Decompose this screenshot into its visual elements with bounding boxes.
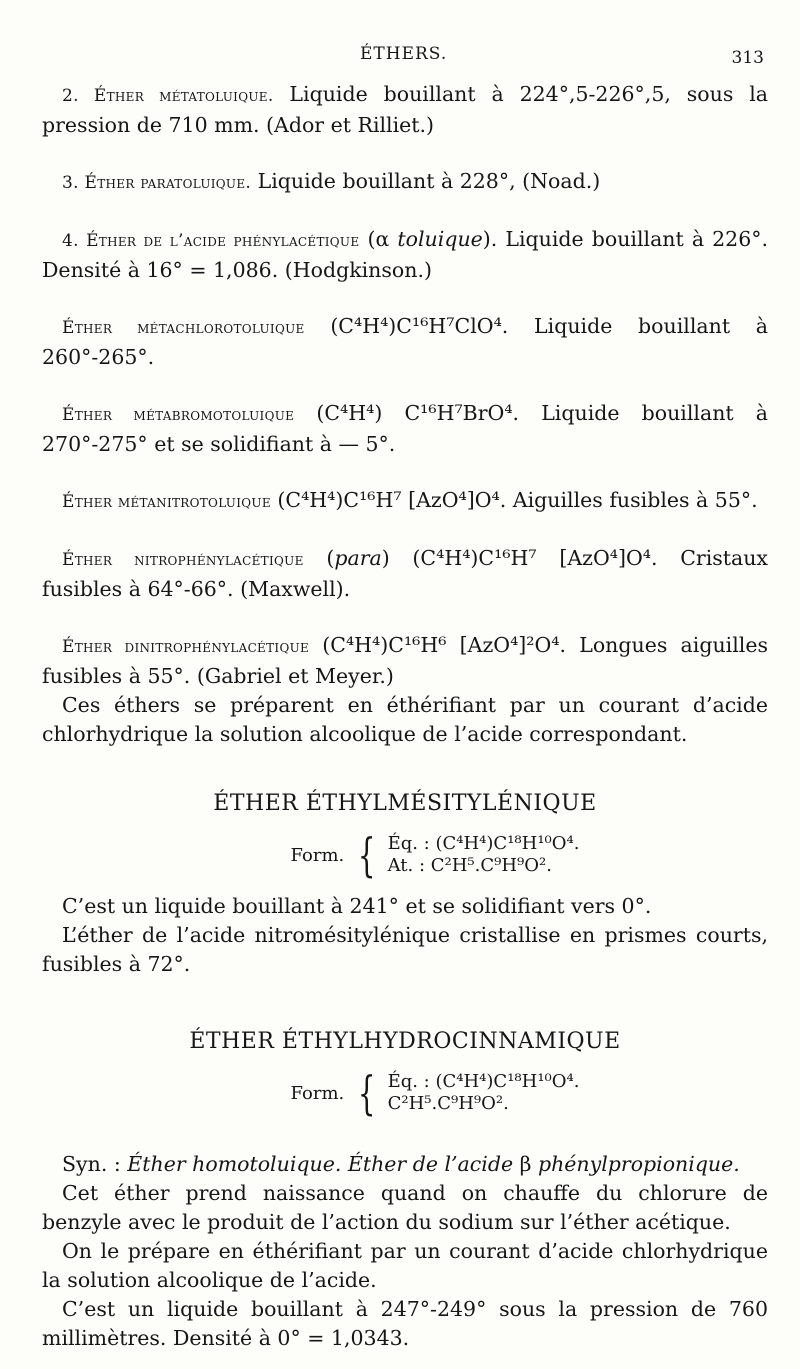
entry-text: (C⁴H⁴)C¹⁶H⁷ClO⁴. Liquide bouillant à 260°-265°.: [42, 314, 768, 369]
entry-italic: para: [334, 546, 382, 570]
entry-text: (C⁴H⁴) C¹⁶H⁷BrO⁴. Liquide bouillant à 270°-275° et se solidifiant à — 5°.: [42, 401, 768, 456]
prep-note: Ces éthers se préparent en éthérifiant par un courant d’acide chlorhydrique la solution alcoolique de l’acide correspondant.: [42, 693, 768, 746]
formula-atomic: At. : C²H⁵.C⁹H⁹O².: [387, 855, 552, 876]
entry-text-a: (α: [359, 227, 398, 251]
page-header: [0, 44, 800, 74]
synonym-label: Syn. :: [62, 1152, 128, 1176]
entry-text-b: ). Liquide bouillant à 226°. Densité à 16° = 1,086. (Hodgkinson.): [42, 227, 769, 282]
entry-metatoluique: [42, 80, 768, 140]
entry-lead: 4. Éther de l’acide phénylacétique: [62, 231, 360, 251]
section-title-ethylmesitylenique: ÉTHER ÉTHYLMÉSITYLÉNIQUE: [213, 791, 597, 816]
entry-lead: Éther métachlorotoluique: [62, 318, 305, 338]
formula-block: [102, 828, 768, 882]
entry-text: Liquide bouillant à 228°, (Noad.): [251, 169, 601, 193]
entry-metanitrotoluique: [42, 486, 768, 517]
entry-metabromotoluique: [42, 399, 768, 459]
paragraph: C’est un liquide bouillant à 241° et se solidifiant vers 0°.: [62, 894, 652, 918]
formula-label: Form.: [290, 844, 345, 866]
formula-equivalents: Éq. : (C⁴H⁴)C¹⁸H¹⁰O⁴.: [387, 1071, 580, 1092]
synonym-text: phénylpropionique.: [531, 1152, 740, 1176]
running-title: ÉTHERS.: [360, 44, 448, 64]
brace-symbol: {: [358, 828, 376, 882]
paragraph: C’est un liquide bouillant à 247°-249° sous la pression de 760 millimètres. Densité à 0° = 1,0343.: [42, 1297, 768, 1350]
entry-lead: Éther métanitrotoluique: [62, 492, 271, 512]
paragraph: L’éther de l’acide nitromésitylénique cristallise en prismes courts, fusibles à 72°.: [42, 923, 768, 976]
paragraph: Cet éther prend naissance quand on chauffe du chlorure de benzyle avec le produit de l’action du sodium sur l’éther acétique.: [42, 1181, 768, 1234]
entry-phenylacetique: [42, 225, 768, 285]
synonym-text: Éther homotoluique. Éther de l’acide: [127, 1152, 520, 1176]
formula-equivalents: Éq. : (C⁴H⁴)C¹⁸H¹⁰O⁴.: [387, 833, 580, 854]
entry-text-b: ) (C⁴H⁴)C¹⁶H⁷ [AzO⁴]O⁴. Cristaux fusibles à 64°-66°. (Maxwell).: [42, 546, 768, 601]
entry-paratoluique: [42, 167, 768, 198]
page-number: 313: [731, 48, 764, 68]
entry-italic: toluique: [397, 227, 483, 251]
entry-text-a: (: [303, 546, 335, 570]
synonyms: [42, 1150, 768, 1179]
entry-dinitrophenylacetique: [42, 631, 768, 691]
formula-label: Form.: [290, 1082, 345, 1104]
entry-text: Liquide bouillant à 224°,5-226°,5, sous la pression de 710 mm. (Ador et Rilliet.): [42, 82, 768, 137]
entry-metachlorotoluique: [42, 312, 768, 372]
formula-atomic: C²H⁵.C⁹H⁹O².: [387, 1093, 509, 1114]
entry-text: (C⁴H⁴)C¹⁶H⁷ [AzO⁴]O⁴. Aiguilles fusibles à 55°.: [270, 488, 758, 512]
page-body: [42, 80, 768, 1353]
entry-nitrophenylacetique: [42, 544, 768, 604]
entry-lead: Éther nitrophénylacétique: [62, 550, 304, 570]
entry-lead: 3. Éther paratoluique.: [62, 173, 252, 193]
entry-text: (C⁴H⁴)C¹⁶H⁶ [AzO⁴]²O⁴. Longues aiguilles fusibles à 55°. (Gabriel et Meyer.): [42, 633, 768, 688]
section-title-ethylhydrocinnamique: ÉTHER ÉTHYLHYDROCINNAMIQUE: [189, 1029, 621, 1054]
paragraph: On le prépare en éthérifiant par un courant d’acide chlorhydrique la solution alcoolique de l’acide.: [42, 1239, 768, 1292]
brace-symbol: {: [358, 1066, 376, 1120]
entry-lead: Éther métabromotoluique: [62, 405, 295, 425]
beta-symbol: β: [519, 1152, 532, 1176]
entry-lead: Éther dinitrophénylacétique: [62, 637, 310, 657]
entry-lead: 2. Éther métatoluique.: [62, 86, 274, 106]
formula-block: [102, 1066, 768, 1120]
